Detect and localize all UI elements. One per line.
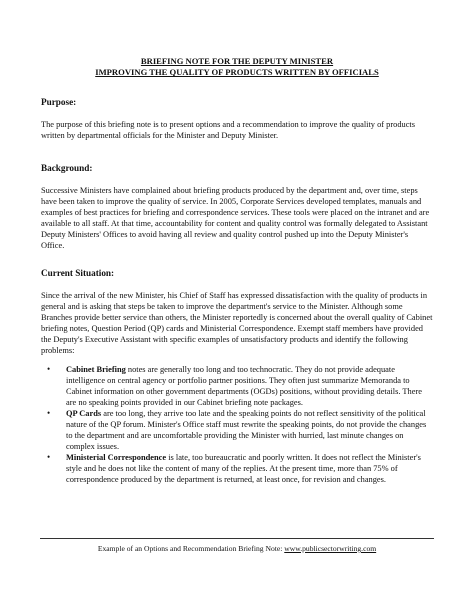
bullet-icon: • xyxy=(47,364,51,374)
list-item xyxy=(41,364,433,408)
purpose-paragraph: The purpose of this briefing note is to present options and a recommendation to improve the quality of products written by departmental officials for the Minister and Deputy Minister. xyxy=(41,120,416,140)
bullet-lead: Cabinet Briefing xyxy=(66,365,126,374)
bullet-text: notes are generally too long and too technocratic. They do not provide adequate intelligence on central agency or portfolio partner positions. They often just summarize Memoranda to Cabinet information on other government departments (OGDs) positions, without providing details. There are no speaking points provided in our Cabinet briefing note packages. xyxy=(66,365,422,407)
document-title-line1: BRIEFING NOTE FOR THE DEPUTY MINISTER xyxy=(140,56,334,66)
current-situation-paragraph: Since the arrival of the new Minister, his Chief of Staff has expressed dissatisfaction with the quality of products in general and is asking that steps be taken to improve the department's service to the Minister. Although some Branches provide better service than others, the Minister reportedly is concerned about the overall quality of Cabinet briefing notes, Question Period (QP) cards and Ministerial Correspondence. Exempt staff members have provided the Deputy's Executive Assistant with specific examples of unsatisfactory products and identify the following problems: xyxy=(41,291,433,355)
purpose-heading: Purpose: xyxy=(41,97,77,107)
document-title-line2: IMPROVING THE QUALITY OF PRODUCTS WRITTEN BY OFFICIALS xyxy=(95,67,379,77)
list-item xyxy=(41,452,433,485)
bullet-icon: • xyxy=(47,452,51,462)
background-heading: Background: xyxy=(41,163,93,173)
footer xyxy=(0,544,474,554)
bullet-icon: • xyxy=(47,408,51,418)
background-paragraph: Successive Ministers have complained about briefing products produced by the department and, over time, steps have been taken to improve the quality of service. In 2005, Corporate Services developed templates, manuals and examples of best practices for briefing and correspondence services. These tools were placed on the intranet and are available to all staff. At that time, accountability for content and quality control was formally delegated to Assistant Deputy Ministers' Offices to avoid having all review and quality control pushed up into the Deputy Minister's Office. xyxy=(41,186,430,250)
bullet-text: are too long, they arrive too late and the speaking points do not reflect sensitivity of the political nature of the QP forum. Minister's Office staff must rewrite the speaking points, do not provide the changes to the department and are uncomfortable providing the Minister with hurried, last minute changes on complex issues. xyxy=(66,409,427,451)
bullet-text: is late, too bureaucratic and poorly written. It does not reflect the Minister's style and he does not like the content of many of the replies. At the present time, more than 75% of correspondence produced by the department is returned, at least once, for revision and changes. xyxy=(66,453,421,484)
footer-divider xyxy=(40,538,434,539)
footer-text: Example of an Options and Recommendation Briefing Note: xyxy=(97,544,285,553)
bullet-lead: Ministerial Correspondence xyxy=(66,453,167,462)
bullet-lead: QP Cards xyxy=(66,409,102,418)
problem-list xyxy=(41,364,433,485)
current-situation-heading: Current Situation: xyxy=(41,268,115,278)
footer-link[interactable]: www.publicsectorwriting.com xyxy=(284,544,377,553)
list-item xyxy=(41,408,433,452)
